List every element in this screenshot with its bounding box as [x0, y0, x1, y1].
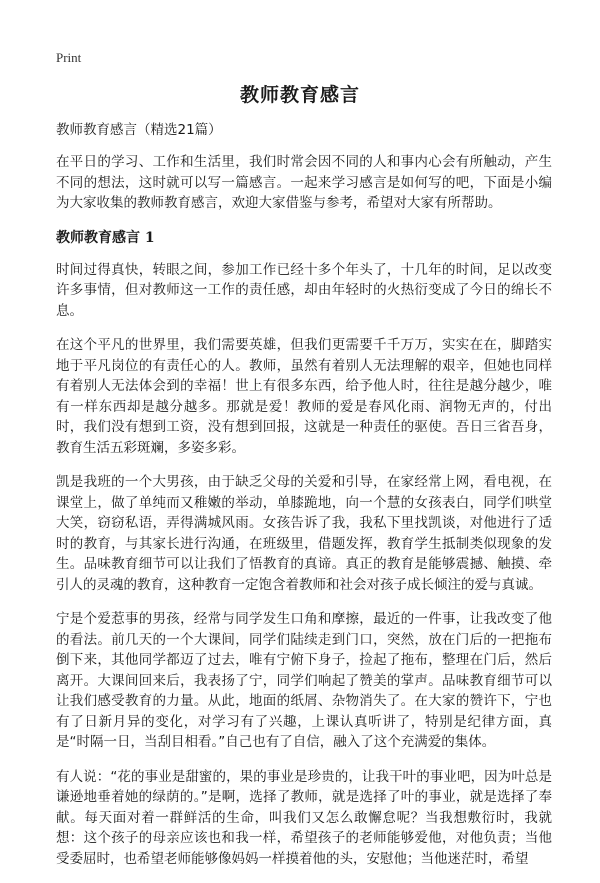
- body-paragraph-4: 宁是个爱惹事的男孩，经常与同学发生口角和摩擦，最近的一件事，让我改变了他的看法。前几天的一个大课间，同学们陆续走到门口，突然，放在门后的一把拖布倒下来，其他同学都迈了过去，唯有宁俯下身子，捡起了拖布，整理在门后，然后离开。大课间回来后，我表扬了宁，同学们响起了赞美的掌声。品味教育细节可以让我们感受教育的力量。从此，地面的纸屑、杂物消失了。在大家的赞许下，宁也有了日新月异的变化，对学习有了兴趣，上课认真听讲了，特别是纪律方面，真是“时隔一日，当刮目相看。”自己也有了自信，融入了这个充满爱的集体。: [56, 611, 552, 750]
- intro-paragraph: 在平日的学习、工作和生活里，我们时常会因不同的人和事内心会有所触动，产生不同的想法，这时就可以写一篇感言。一起来学习感言是如何写的吧，下面是小编为大家收集的教师教育感言，欢迎大家借鉴与参考，希望对大家有所帮助。: [56, 154, 552, 211]
- section-heading: 教师教育感言 1: [56, 229, 155, 246]
- body-paragraph-1: 时间过得真快，转眼之间，参加工作已经十多个年头了，十几年的时间，足以改变许多事情，但对教师这一工作的责任感，却由年轻时的火热衍变成了今日的绵长不息。: [56, 261, 552, 319]
- page-title: 教师教育感言: [239, 84, 360, 106]
- body-paragraph-5: 有人说：“花的事业是甜蜜的，果的事业是珍贵的，让我干叶的事业吧，因为叶总是谦逊地垂着她的绿荫的。”是啊，选择了教师，就是选择了叶的事业，就是选择了奉献。每天面对着一群鲜活的生命，叫我们又怎么敢懈怠呢？当我想敷衍时，我就想：这个孩子的母亲应该也和我一样，希望孩子的老师能够爱他，对他负责；当他受委屈时，也希望老师能够像妈妈一样摸着他的头，安慰他；当他迷茫时，希望: [56, 768, 552, 867]
- print-label: Print: [56, 50, 82, 65]
- body-paragraph-3: 凯是我班的一个大男孩，由于缺乏父母的关爱和引导，在家经常上网，看电视，在课堂上，做了单纯而又稚嫩的举动，单膝跪地，向一个慧的女孩表白，同学们哄堂大笑，窃窃私语，弄得满城风雨。女孩告诉了我，我私下里找凯谈，对他进行了适时的教育，与其家长进行沟通，在班级里，借题发挥，教育学生抵制类似现象的发生。品味教育细节可以让我们了悟教育的真谛。真正的教育是能够震撼、触摸、牵引人的灵魂的教育，这种教育一定饱含着教师和社会对孩子成长倾注的爱与真诚。: [56, 474, 552, 593]
- body-paragraph-2: 在这个平凡的世界里，我们需要英雄，但我们更需要千千万万，实实在在，脚踏实地于平凡岗位的有责任心的人。教师，虽然有着别人无法理解的艰辛，但她也同样有着别人无法体会到的幸福！世上有很多东西，给予他人时，往往是越分越少，唯有一样东西却是越分越多。那就是爱！教师的爱是春风化雨、润物无声的，付出时，我们没有想到工资，没有想到回报，这就是一种责任的驱使。吾日三省吾身，教育生活五彩斑斓，多姿多彩。: [56, 337, 552, 456]
- article-subtitle: 教师教育感言（精选21篇）: [56, 122, 222, 138]
- article-body: [56, 120, 552, 883]
